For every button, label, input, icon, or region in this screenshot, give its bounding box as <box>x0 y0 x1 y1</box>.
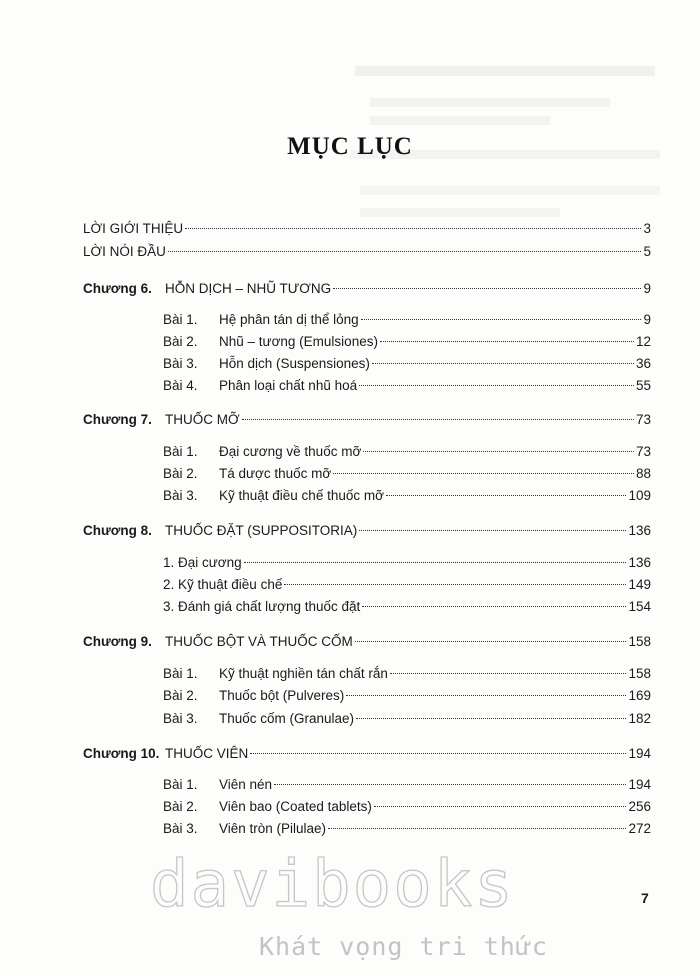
lesson-number: Bài 3. <box>163 488 198 503</box>
toc-entry-title: THUỐC MỠ <box>165 412 240 427</box>
dot-leader <box>242 419 634 420</box>
bleed-through-mark <box>360 186 660 195</box>
toc-page-number: 136 <box>628 523 651 538</box>
dot-leader <box>355 641 627 642</box>
toc-page-number: 136 <box>628 555 651 570</box>
dot-leader <box>333 288 641 289</box>
toc-section-row <box>163 710 651 728</box>
toc-entry-title: 2. Kỹ thuật điều chế <box>163 577 283 592</box>
toc-entry-title: LỜI NÓI ĐẦU <box>83 244 166 259</box>
toc-chapter-row <box>83 745 651 763</box>
toc-intro-row <box>83 243 651 261</box>
chapter-number: Chương 6. <box>83 281 152 296</box>
lesson-number: Bài 1. <box>163 312 198 327</box>
toc-chapter-row <box>83 633 651 651</box>
toc-section-row <box>163 554 651 572</box>
toc-entry-title: 3. Đánh giá chất lượng thuốc đặt <box>163 599 361 614</box>
lesson-number: Bài 2. <box>163 799 198 814</box>
toc-entry-title: Hệ phân tán dị thể lỏng <box>219 312 359 327</box>
toc-section-row <box>163 377 651 395</box>
dot-leader <box>250 753 626 754</box>
toc-entry-title: LỜI GIỚI THIỆU <box>83 221 184 236</box>
dot-leader <box>390 673 627 674</box>
dot-leader <box>361 319 642 320</box>
dot-leader <box>284 584 626 585</box>
toc-page-number: 158 <box>628 634 651 649</box>
dot-leader <box>359 530 626 531</box>
toc-entry-title: Tá dược thuốc mỡ <box>219 466 332 481</box>
toc-page-number: 73 <box>635 444 651 459</box>
bleed-through-mark <box>370 98 610 107</box>
bleed-through-mark <box>370 116 550 125</box>
lesson-number: Bài 1. <box>163 777 198 792</box>
toc-section-row <box>163 333 651 351</box>
lesson-number: Bài 1. <box>163 444 198 459</box>
lesson-number: Bài 1. <box>163 666 198 681</box>
toc-entry-title: Viên bao (Coated tablets) <box>219 799 372 814</box>
toc-page-number: 169 <box>628 688 651 703</box>
dot-leader <box>363 451 634 452</box>
toc-page-number: 149 <box>628 577 651 592</box>
toc-entry-title: Thuốc cốm (Granulae) <box>219 711 355 726</box>
toc-entry-title: Kỹ thuật điều chế thuốc mỡ <box>219 488 384 503</box>
toc-entry-title: THUỐC BỘT VÀ THUỐC CỐM <box>165 634 353 649</box>
dot-leader <box>274 784 626 785</box>
dot-leader <box>333 473 634 474</box>
dot-leader <box>356 718 626 719</box>
dot-leader <box>372 363 634 364</box>
toc-chapter-row <box>83 411 651 429</box>
toc-section-row <box>163 311 651 329</box>
toc-entry-title: Kỹ thuật nghiền tán chất rắn <box>219 666 388 681</box>
toc-section-row <box>163 576 651 594</box>
lesson-number: Bài 3. <box>163 356 198 371</box>
dot-leader <box>244 562 627 563</box>
toc-section-row <box>163 355 651 373</box>
toc-entry-title: Viên nén <box>219 777 273 792</box>
lesson-number: Bài 2. <box>163 466 198 481</box>
toc-page-number: 9 <box>643 281 651 296</box>
toc-entry-title: Viên tròn (Pilulae) <box>219 821 327 836</box>
toc-chapter-row <box>83 280 651 298</box>
toc-page-number: 55 <box>635 378 651 393</box>
dot-leader <box>380 341 634 342</box>
lesson-number: Bài 3. <box>163 711 198 726</box>
dot-leader <box>185 228 641 229</box>
dot-leader <box>374 806 627 807</box>
dot-leader <box>346 695 626 696</box>
bleed-through-mark <box>355 66 655 76</box>
toc-entry-title: Hỗn dịch (Suspensiones) <box>219 356 370 371</box>
toc-page-number: 73 <box>635 412 651 427</box>
toc-section-row <box>163 776 651 794</box>
toc-section-row <box>163 665 651 683</box>
toc-intro-row <box>83 220 651 238</box>
watermark-brand: davibooks <box>150 848 515 922</box>
toc-page-number: 36 <box>635 356 651 371</box>
toc-page-number: 9 <box>643 312 651 327</box>
toc-page-number: 88 <box>635 466 651 481</box>
toc-section-row <box>163 798 651 816</box>
toc-page-number: 3 <box>643 221 651 236</box>
toc-page-number: 272 <box>628 821 651 836</box>
lesson-number: Bài 2. <box>163 688 198 703</box>
lesson-number: Bài 4. <box>163 378 198 393</box>
toc-page-number: 158 <box>628 666 651 681</box>
page-title: MỤC LỤC <box>287 133 413 160</box>
toc-entry-title: THUỐC VIÊN <box>165 746 249 761</box>
toc-page-number: 182 <box>628 711 651 726</box>
toc-page-number: 194 <box>628 746 651 761</box>
toc-section-row <box>163 443 651 461</box>
toc-section-row <box>163 598 651 616</box>
toc-page-number: 194 <box>628 777 651 792</box>
page-number: 7 <box>641 890 649 906</box>
watermark-tagline: Khát vọng tri thức <box>259 932 548 961</box>
toc-entry-title: 1. Đại cương <box>163 555 242 570</box>
toc-page-number: 256 <box>628 799 651 814</box>
dot-leader <box>359 385 634 386</box>
toc-chapter-row <box>83 522 651 540</box>
lesson-number: Bài 2. <box>163 334 198 349</box>
toc-entry-title: Thuốc bột (Pulveres) <box>219 688 345 703</box>
toc-page-number: 12 <box>635 334 651 349</box>
chapter-number: Chương 9. <box>83 634 152 649</box>
bleed-through-mark <box>360 208 560 217</box>
toc-page-number: 154 <box>628 599 651 614</box>
dot-leader <box>386 495 627 496</box>
toc-page-number: 109 <box>628 488 651 503</box>
dot-leader <box>328 828 626 829</box>
lesson-number: Bài 3. <box>163 821 198 836</box>
toc-entry-title: Phân loại chất nhũ hoá <box>219 378 358 393</box>
toc-section-row <box>163 687 651 705</box>
toc-entry-title: HỖN DỊCH – NHŨ TƯƠNG <box>165 281 332 296</box>
toc-section-row <box>163 465 651 483</box>
chapter-number: Chương 8. <box>83 523 152 538</box>
toc-entry-title: Nhũ – tương (Emulsiones) <box>219 334 378 349</box>
dot-leader <box>362 606 626 607</box>
toc-entry-title: Đại cương về thuốc mỡ <box>219 444 362 459</box>
dot-leader <box>168 251 642 252</box>
chapter-number: Chương 10. <box>83 746 160 761</box>
chapter-number: Chương 7. <box>83 412 152 427</box>
toc-section-row <box>163 487 651 505</box>
toc-entry-title: THUỐC ĐẶT (SUPPOSITORIA) <box>165 523 358 538</box>
toc-section-row <box>163 820 651 838</box>
toc-page-number: 5 <box>643 244 651 259</box>
